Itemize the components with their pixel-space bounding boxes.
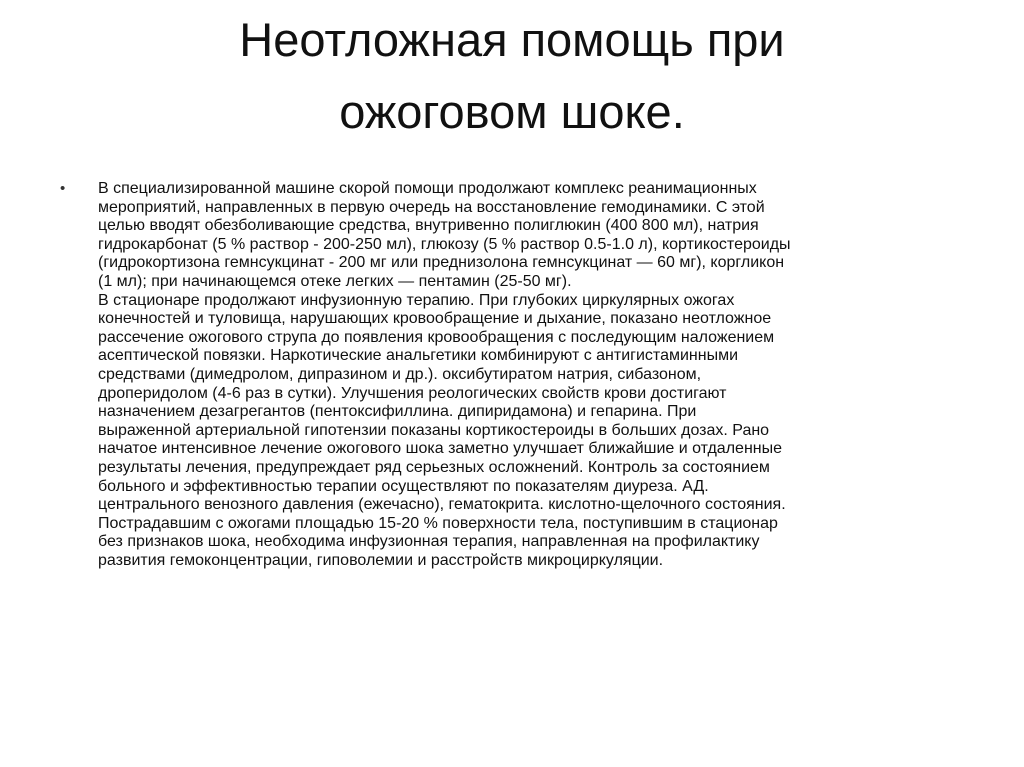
bullet-marker: •: [60, 180, 66, 197]
paragraph-line: целью вводят обезболивающие средства, внутривенно полиглюкин (400 800 мл), натрия: [98, 217, 759, 235]
paragraph-line: гидрокарбонат (5 % раствор - 200-250 мл), глюкозу (5 % раствор 0.5-1.0 л), кортикостероиды: [98, 235, 791, 253]
paragraph-line: назначением дезагрегантов (пентоксифиллина. дипиридамона) и гепарина. При: [98, 403, 697, 421]
slide-title-line: ожоговом шоке.: [339, 85, 685, 138]
slide-title-line: Неотложная помощь при: [239, 13, 785, 66]
paragraph-line: (гидрокортизона гемнсукцинат - 200 мг или преднизолона гемнсукцинат — 60 мг), коргликон: [98, 254, 785, 272]
paragraph-line: дроперидолом (4-6 раз в сутки). Улучшения реологических свойств крови достигают: [98, 384, 727, 402]
paragraph-line: развития гемоконцентрации, гиповолемии и расстройств микроциркуляции.: [98, 551, 664, 569]
paragraph-line: (1 мл); при начинающемся отеке легких — пентамин (25-50 мг).: [98, 272, 572, 290]
paragraph-line: результаты лечения, предупреждает ряд серьезных осложнений. Контроль за состоянием: [98, 458, 770, 476]
paragraph-line: центрального венозного давления (ежечасно), гематокрита. кислотно-щелочного состояния.: [98, 496, 786, 514]
paragraph-line: конечностей и туловища, нарушающих кровообращение и дыхание, показано неотложное: [98, 310, 772, 328]
paragraph-line: рассечение ожогового струпа до появления кровообращения с последующим наложением: [98, 328, 775, 346]
paragraph-line: мероприятий, направленных в первую очередь на восстановление гемодинамики. С этой: [98, 198, 765, 216]
bullet-paragraph: [98, 180, 998, 570]
paragraph-line: В специализированной машине скорой помощи продолжают комплекс реанимационных: [98, 180, 757, 197]
paragraph-line: Пострадавшим с ожогами площадью 15-20 % поверхности тела, поступившим в стационар: [98, 514, 778, 532]
paragraph-line: без признаков шока, необходима инфузионная терапия, направленная на профилактику: [98, 533, 760, 551]
paragraph-line: начатое интенсивное лечение ожогового шока заметно улучшает ближайшие и отдаленные: [98, 440, 783, 458]
paragraph-line: выраженной артериальной гипотензии показаны кортикостероиды в больших дозах. Рано: [98, 421, 770, 439]
paragraph-line: В стационаре продолжают инфузионную терапию. При глубоких циркулярных ожогах: [98, 291, 735, 309]
paragraph-line: больного и эффективностью терапии осуществляют по показателям диуреза. АД.: [98, 477, 709, 495]
paragraph-line: средствами (димедролом, дипразином и др.). оксибутиратом натрия, сибазоном,: [98, 365, 702, 383]
slide-title: [0, 4, 1024, 148]
paragraph-line: асептической повязки. Наркотические анальгетики комбинируют с антигистаминными: [98, 347, 739, 365]
